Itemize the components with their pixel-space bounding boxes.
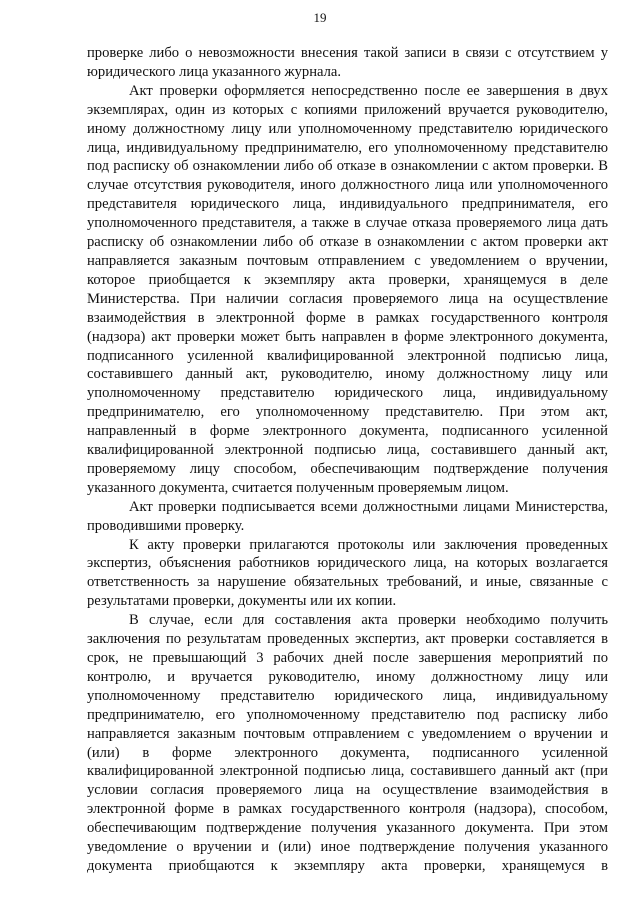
paragraph-act-attachments: К акту проверки прилагаются протоколы или заключения проведенных экспертиз, объяснения работников юридического лица, на которых возлагается ответственность за нарушение обязательных требований, и иные, связанные с результатами проверки, документы или их копии.	[87, 536, 608, 610]
paragraph-expert-conclusions: В случае, если для составления акта проверки необходимо получить заключения по результатам проведенных экспертиз, акт проверки составляется в срок, не превышающий 3 рабочих дней после завершения мероприятий по контролю, и вручается руководителю, иному должностному лицу или уполномоченному представителю юридического лица, индивидуальному предпринимателю, его уполномоченному представителю под расписку либо направляется заказным почтовым отправлением с уведомлением о вручении и (или) в форме электронного документа, подписанного усиленной квалифицированной электронной подписью лица, составившего данный акт (при условии согласия проверяемого лица на осуществление взаимодействия в электронной форме в рамках государственного контроля (надзора), способом, обеспечивающим подтверждение получения указанного документа. При этом уведомление о вручении и (или) иное подтверждение получения указанного документа приобщаются к экземпляру акта проверки, хранящемуся в	[87, 612, 608, 874]
page-number: 19	[313, 10, 327, 25]
paragraph-act-drafting: Акт проверки оформляется непосредственно после ее завершения в двух экземплярах, один из которых с копиями приложений вручается руководителю, иному должностному лицу или уполномоченному представителю юридического лица, индивидуальному предпринимателю, его уполномоченному представителю под расписку об ознакомлении либо об отказе в ознакомлении с актом проверки. В случае отсутствия руководителя, иного должностного лица или уполномоченного представителя юридического лица, индивидуального предпринимателя, его уполномоченного представителя, а также в случае отказа проверяемого лица дать расписку об ознакомлении либо об отказе в ознакомлении с актом проверки акт направляется заказным почтовым отправлением с уведомлением о вручении, которое приобщается к экземпляру акта проверки, хранящемуся в деле Министерства. При наличии согласия проверяемого лица на осуществление взаимодействия в электронной форме в рамках государственного контроля (надзора) акт проверки может быть направлен в форме электронного документа, подписанного усиленной квалифицированной электронной подписью лица, составившего данный акт, руководителю, иному должностному лицу или уполномоченному представителю юридического лица, индивидуальному предпринимателю, его уполномоченному представителю. При этом акт, направленный в форме электронного документа, подписанного усиленной квалифицированной электронной подписью лица, составившего данный акт, проверяемому лицу способом, обеспечивающим подтверждение получения указанного документа, считается полученным проверяемым лицом.	[87, 82, 608, 496]
paragraph-act-signing: Акт проверки подписывается всеми должностными лицами Министерства, проводившими проверку.	[87, 498, 608, 534]
paragraph-continuation: проверке либо о невозможности внесения такой записи в связи с отсутствием у юридического лица указанного журнала.	[87, 45, 608, 80]
page-body	[87, 44, 608, 876]
